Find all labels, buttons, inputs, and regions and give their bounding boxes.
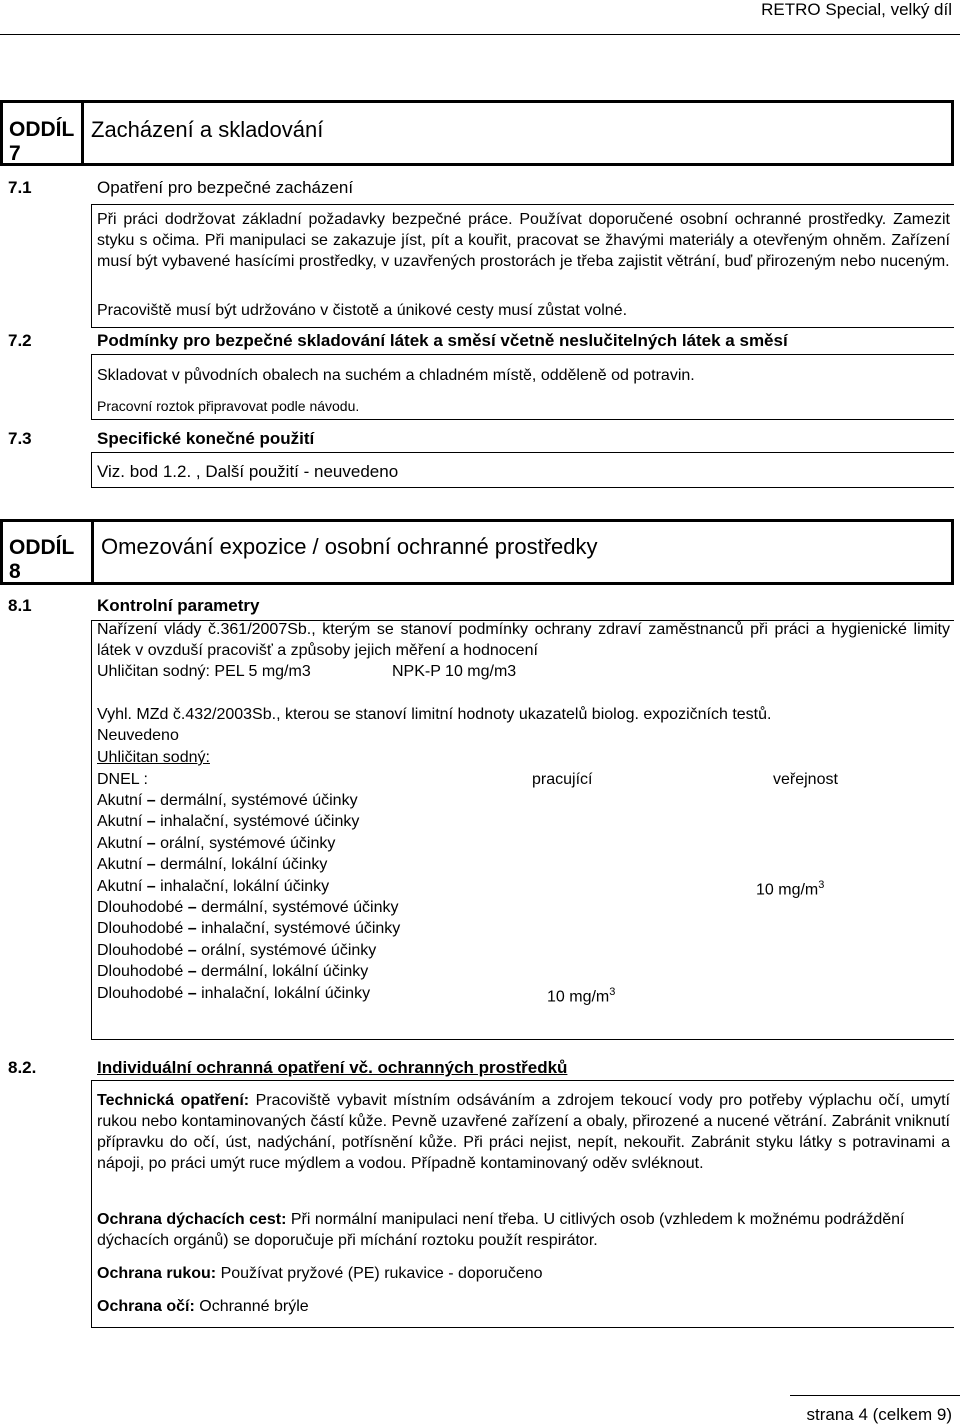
dash-separator: – [142, 877, 161, 895]
dnel-row [97, 876, 329, 897]
dnel-row [97, 811, 359, 832]
technical-measures: Technická opatření: Pracoviště vybavit místním odsáváním a zdrojem tekoucí vody pro potřeby výplachu očí, umytí rukou nebo kontaminovaných částí kůže. Pevně uzavřené zařízení a obaly, přirozené a nucené větrání. Zabránit vniknutí přípravku do očí, úst, nadýchání, potřísnění kůže. Při práci nejist, nepít, nekouřit. Zabránit styku látky s potravinami a nápoji, po práci umýt ruce mýdlem a vodou. Případně kontaminovaný oděv svléknout. [97, 1092, 950, 1172]
column-public: veřejnost [773, 771, 838, 788]
dnel-exposure-duration: Dlouhodobé [97, 963, 184, 981]
dash-separator: – [183, 899, 202, 916]
dnel-exposure-duration: Dlouhodobé [97, 984, 184, 1002]
eye-protection: Ochrana očí: Ochranné brýle [97, 1298, 309, 1315]
section-7-number: ODDÍL 7 [9, 118, 75, 165]
subsection-8-1-title: Kontrolní parametry [97, 596, 260, 615]
dnel-route-effect: dermální, lokální účinky [201, 963, 369, 981]
section-7-title: Zacházení a skladování [91, 117, 324, 142]
regulation-text-2: Vyhl. MZd č.432/2003Sb., kterou se stanoví limitní hodnoty ukazatelů biolog. expozičních testů. [97, 706, 772, 723]
subsection-8-2-title: Individuální ochranná opatření vč. ochranných prostředků [97, 1058, 568, 1077]
dnel-route-effect: inhalační, lokální účinky [160, 877, 330, 895]
subsection-7-3-number: 7.3 [8, 429, 32, 448]
dash-separator: – [142, 834, 161, 852]
footer-divider [790, 1395, 960, 1396]
dnel-route-effect: inhalační, systémové účinky [201, 920, 401, 938]
dash-separator: – [183, 941, 202, 959]
header-divider [0, 34, 960, 35]
dnel-row [97, 940, 376, 961]
regulation-text: Nařízení vlády č.361/2007Sb., kterým se stanoví podmínky ochrany zdraví zaměstnanců při práci a hygienické limity látek v ovzduší pracovišť a způsoby jejich měření a hodnocení [97, 621, 950, 659]
workers-value-row-10: 10 $mg/m^3$ [547, 986, 616, 1006]
dnel-exposure-duration: Akutní [97, 792, 143, 809]
page-number: strana 4 (celkem 9) [806, 1405, 952, 1424]
subsection-7-2-text: Skladovat v původních obalech na suchém a chladném místě, odděleně od potravin. [97, 367, 695, 384]
dnel-exposure-duration: Dlouhodobé [97, 941, 184, 959]
dnel-row [97, 790, 358, 811]
dnel-route-effect: orální, systémové účinky [160, 834, 336, 852]
dash-separator: – [183, 984, 202, 1002]
subsection-8-1-number: 8.1 [8, 596, 32, 615]
dnel-row [97, 833, 335, 854]
dnel-label: DNEL : [97, 771, 148, 788]
dnel-row [97, 983, 370, 1004]
section-8-title: Omezování expozice / osobní ochranné prostředky [101, 534, 598, 559]
substance-label: Uhličitan sodný: [97, 749, 210, 766]
npk-value: NPK-P 10 mg/m3 [392, 663, 517, 680]
dash-separator: – [183, 920, 202, 938]
dnel-route-effect: inhalační, systémové účinky [160, 813, 360, 831]
dnel-route-effect: dermální, systémové účinky [201, 899, 399, 916]
section-divider [91, 522, 94, 582]
dnel-exposure-duration: Dlouhodobé [97, 920, 184, 938]
subsection-7-3-text: Viz. bod 1.2. , Další použití - neuvedeno [97, 462, 399, 481]
section-8-header [0, 519, 954, 585]
section-7-header [0, 100, 954, 166]
dnel-route-effect: orální, systémové účinky [201, 941, 377, 959]
dash-separator: – [142, 792, 161, 809]
hand-protection: Ochrana rukou: Používat pryžové (PE) rukavice - doporučeno [97, 1265, 543, 1282]
subsection-7-1-title: Opatření pro bezpečné zacházení [97, 178, 354, 197]
dnel-exposure-duration: Akutní [97, 813, 143, 831]
dnel-row [97, 961, 368, 982]
section-8-number: ODDÍL 8 [9, 536, 75, 583]
dnel-row [97, 854, 327, 875]
dnel-route-effect: inhalační, lokální účinky [201, 984, 371, 1002]
subsection-7-2-title: Podmínky pro bezpečné skladování látek a směsí včetně neslučitelných látek a směsí [97, 331, 788, 350]
section-divider [81, 103, 84, 163]
subsection-8-2-number: 8.2. [8, 1058, 37, 1077]
dnel-route-effect: dermální, systémové účinky [160, 792, 358, 809]
subsection-7-2-text-2: Pracovní roztok připravovat podle návodu. [97, 398, 360, 414]
respiratory-protection: Ochrana dýchacích cest: Při normální manipulaci není třeba. U citlivých osob (vzhledem k možnému podráždění dýchacích orgánů) se doporučuje při míchání roztoku použít respirátor. [97, 1211, 905, 1249]
dnel-exposure-duration: Akutní [97, 834, 143, 852]
dnel-exposure-duration: Dlouhodobé [97, 899, 184, 916]
neuvedeno-text: Neuvedeno [97, 727, 179, 744]
pel-value: Uhličitan sodný: PEL 5 mg/m3 [97, 663, 311, 680]
subsection-7-1-number: 7.1 [8, 178, 32, 197]
subsection-7-1-text-2: Pracoviště musí být udržováno v čistotě a únikové cesty musí zůstat volné. [97, 302, 628, 319]
dnel-row [97, 918, 400, 939]
dash-separator: – [142, 813, 161, 831]
dnel-exposure-duration: Akutní [97, 877, 143, 895]
public-value-row-5: 10 $mg/m^3$ [756, 879, 825, 899]
dash-separator: – [142, 856, 161, 874]
document-title: RETRO Special, velký díl [761, 0, 952, 19]
dash-separator: – [183, 963, 202, 981]
dnel-route-effect: dermální, lokální účinky [160, 856, 328, 874]
subsection-7-2-number: 7.2 [8, 331, 32, 350]
dnel-row [97, 897, 399, 918]
dnel-exposure-duration: Akutní [97, 856, 143, 874]
subsection-7-1-text: Při práci dodržovat základní požadavky bezpečné práce. Používat doporučené osobní ochranné prostředky. Zamezit styku s očima. Při manipulaci se zakazuje jíst, pít a kouřit, pracovat se žhavými materiály a otevřeným ohněm. Zařízení musí být vybavené hasícími prostředky, v uzavřených prostorách je třeba zajistit větrání, buď přirozeným nebo nuceným. [97, 211, 950, 270]
subsection-7-3-title: Specifické konečné použití [97, 429, 315, 448]
column-workers: pracující [532, 771, 593, 788]
